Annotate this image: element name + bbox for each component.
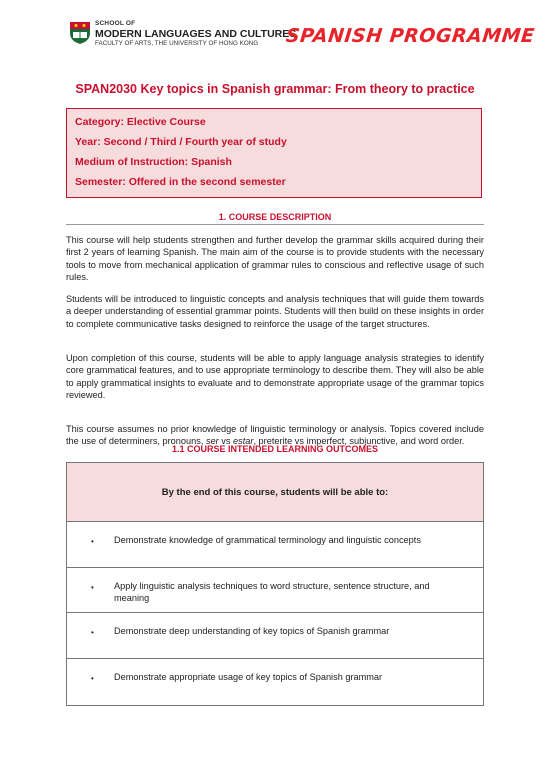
faculty-line: FACULTY OF ARTS, THE UNIVERSITY OF HONG KONG (95, 40, 259, 47)
outcome-row (67, 659, 483, 705)
school-name: MODERN LANGUAGES AND CULTURES (95, 27, 297, 40)
page-header (0, 0, 550, 60)
p4-text-b: , preterite vs imperfect, subjunctive, and word order. (253, 436, 465, 447)
info-semester: Semester: Offered in the second semester (75, 176, 286, 188)
bullet-icon: • (91, 582, 94, 592)
outcome-row (67, 613, 483, 659)
p4-vs: vs (218, 436, 233, 447)
section-heading-description: 1. COURSE DESCRIPTION (218, 212, 332, 222)
outcome-text: Demonstrate knowledge of grammatical terminology and linguistic concepts (114, 535, 421, 545)
university-crest-icon (69, 21, 91, 45)
info-year: Year: Second / Third / Fourth year of study (75, 136, 287, 148)
description-paragraph-1: This course will help students strengthen and further develop the grammar skills acquired during their first 2 years of learning Spanish. The main aim of the course is to provide students with the necessary tools to move from mechanical application of grammar rules to conscious and reflective usage of such rules. (66, 235, 484, 282)
bullet-icon: • (91, 628, 94, 637)
description-paragraph-3: Upon completion of this course, students will be able to apply language analysis strategies to identify core grammatical features, and to use appropriate terminology to describe them. They will also be able to apply grammatical insights to evaluate and to demonstrate appropriate usage of the grammar topics reviewed. (66, 353, 484, 400)
description-paragraph-2: Students will be introduced to linguistic concepts and analysis techniques that will guide them towards a deeper understanding of essential grammar points. Students will then build on these insights in order to complete communicative tasks designed to reinforce the usage of the target structures. (66, 294, 484, 329)
outcome-row (67, 522, 483, 568)
school-logo (69, 21, 296, 47)
section-heading-outcomes: 1.1 COURSE INTENDED LEARNING OUTCOMES (171, 444, 379, 454)
bullet-icon: • (91, 537, 94, 546)
outcome-text: Demonstrate appropriate usage of key topics of Spanish grammar (114, 671, 383, 682)
p4-estar: estar (233, 436, 254, 447)
outcome-text: Demonstrate deep understanding of key topics of Spanish grammar (114, 626, 390, 636)
p4-ser: ser (205, 436, 219, 447)
outcome-row (67, 568, 483, 614)
course-info-box (66, 108, 482, 198)
info-medium: Medium of Instruction: Spanish (75, 156, 232, 168)
programme-title: SPANISH PROGRAMME (284, 25, 536, 47)
school-line-1: SCHOOL OF (95, 20, 136, 27)
section-divider (66, 224, 484, 225)
course-title: SPAN2030 Key topics in Spanish grammar: From theory to practice (75, 82, 475, 96)
outcome-text: Apply linguistic analysis techniques to word structure, sentence structure, and meaning (114, 580, 430, 603)
info-category: Category: Elective Course (75, 116, 206, 128)
outcomes-table-header: By the end of this course, students will be able to: (67, 463, 483, 522)
bullet-icon: • (91, 673, 94, 683)
p4-text-a: This course assumes no prior knowledge of linguistic terminology or analysis. Topics covered include the use of determiners, pronouns, (66, 424, 484, 447)
outcomes-table (66, 462, 484, 706)
